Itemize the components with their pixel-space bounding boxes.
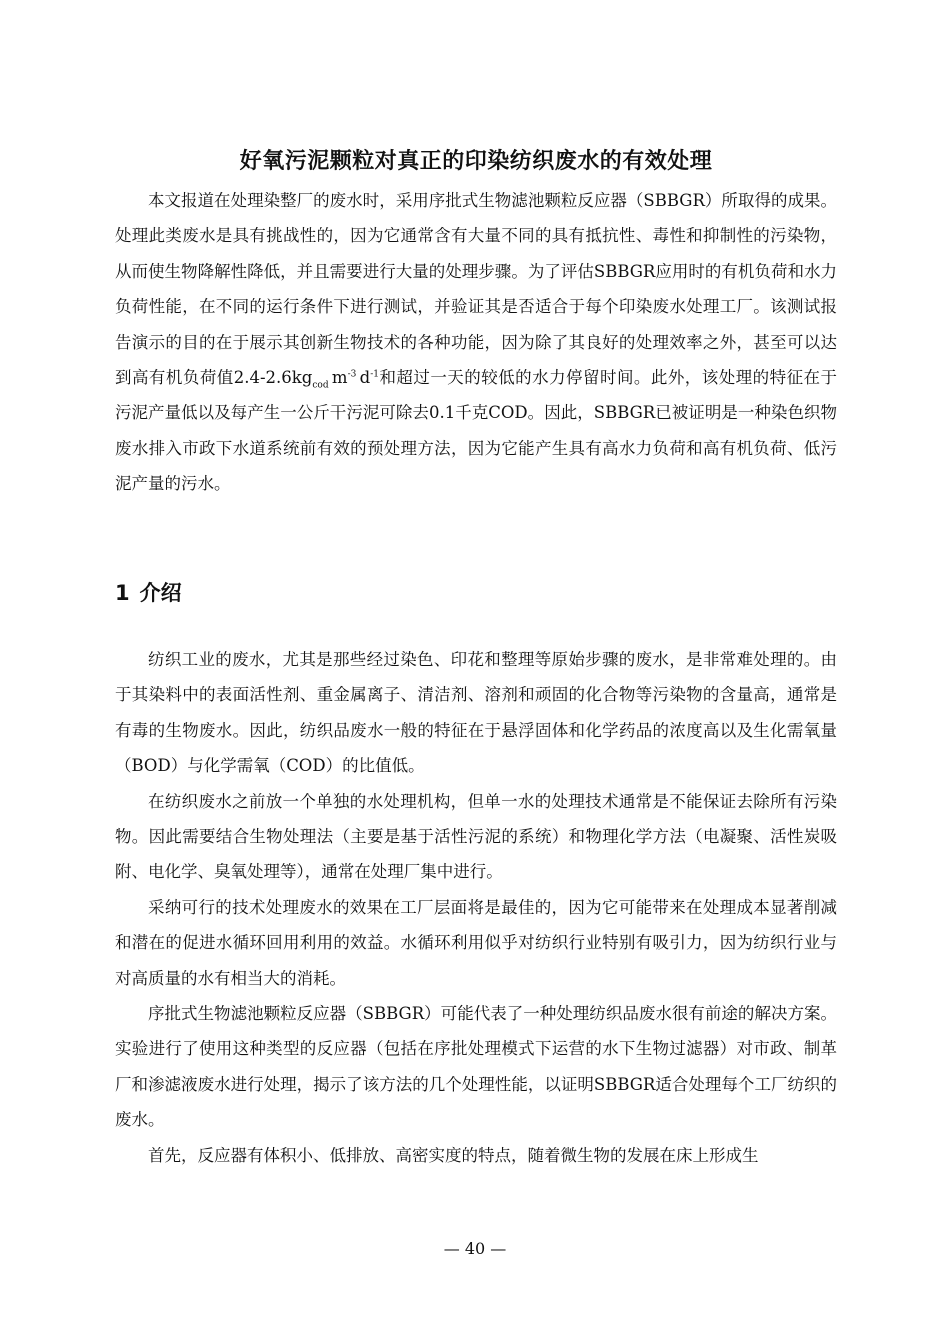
body-paragraph: 在纺织废水之前放一个单独的水处理机构，但单一水的处理技术通常是不能保证去除所有污染物。因此需要结合生物处理法（主要是基于活性污泥的系统）和物理化学方法（电凝聚、活性炭吸附、电化学、臭氧处理等），通常在处理厂集中进行。 — [115, 791, 837, 882]
body-paragraph: 采纳可行的技术处理废水的效果在工厂层面将是最佳的，因为它可能带来在处理成本显著削减和潜在的促进水循环回用利用的效益。水循环利用似乎对纺织行业特别有吸引力，因为纺织行业与对高质量的水有相当大的消耗。 — [115, 897, 837, 988]
abstract-text-2: 和超过一天的较低的水力停留时间。此外，该处理的特征在于污泥产量低以及每产生一公斤干污泥可除去0.1千克COD。因此，SBBGR已被证明是一种染色织物废水排入市政下水道系统前有效的预处理方法，因为它能产生具有高水力负荷和高有机负荷、低污泥产量的污水。 — [115, 368, 838, 494]
section-body — [115, 642, 837, 1173]
section-heading — [115, 578, 182, 608]
unit-subscript-cod: cod — [312, 380, 329, 391]
section-number: 1 — [115, 581, 130, 605]
unit-m: m — [331, 368, 348, 388]
abstract — [115, 183, 837, 502]
page-number: — 40 — — [443, 1239, 507, 1258]
abstract-text-1: 本文报道在处理染整厂的废水时，采用序批式生物滤池颗粒反应器（SBBGR）所取得的成果。处理此类废水是具有挑战性的，因为它通常含有大量不同的具有抵抗性、毒性和抑制性的污染物，从而使生物降解性降低，并且需要进行大量的处理步骤。为了评估SBBGR应用时的有机负荷和水力负荷性能，在不同的运行条件下进行测试，并验证其是否适合于每个印染废水处理工厂。该测试报告演示的目的在于展示其创新生物技术的各种功能，因为除了其良好的处理效率之外，甚至可以达到高有机负荷值2.4-2.6kg — [115, 191, 837, 388]
unit-superscript-m: -3 — [347, 369, 357, 380]
unit-superscript-d: -1 — [370, 369, 379, 380]
body-paragraph: 首先，反应器有体积小、低排放、高密实度的特点，随着微生物的发展在床上形成生 — [148, 1145, 759, 1165]
unit-d: d — [359, 368, 371, 388]
document-title: 好氧污泥颗粒对真正的印染纺织废水的有效处理 — [239, 149, 713, 174]
abstract-paragraph — [115, 183, 837, 502]
body-paragraph: 纺织工业的废水，尤其是那些经过染色、印花和整理等原始步骤的废水，是非常难处理的。由于其染料中的表面活性剂、重金属离子、清洁剂、溶剂和顽固的化合物等污染物的含量高，通常是有毒的生物废水。因此，纺织品废水一般的特征在于悬浮固体和化学药品的浓度高以及生化需氧量（BOD）与化学需氧（COD）的比值低。 — [115, 650, 837, 776]
body-paragraph: 序批式生物滤池颗粒反应器（SBBGR）可能代表了一种处理纺织品废水很有前途的解决方案。实验进行了使用这种类型的反应器（包括在序批处理模式下运营的水下生物过滤器）对市政、制革厂和渗滤液废水进行处理，揭示了该方法的几个处理性能，以证明SBBGR适合处理每个工厂纺织的废水。 — [115, 1004, 837, 1130]
section-title: 介绍 — [139, 581, 182, 605]
